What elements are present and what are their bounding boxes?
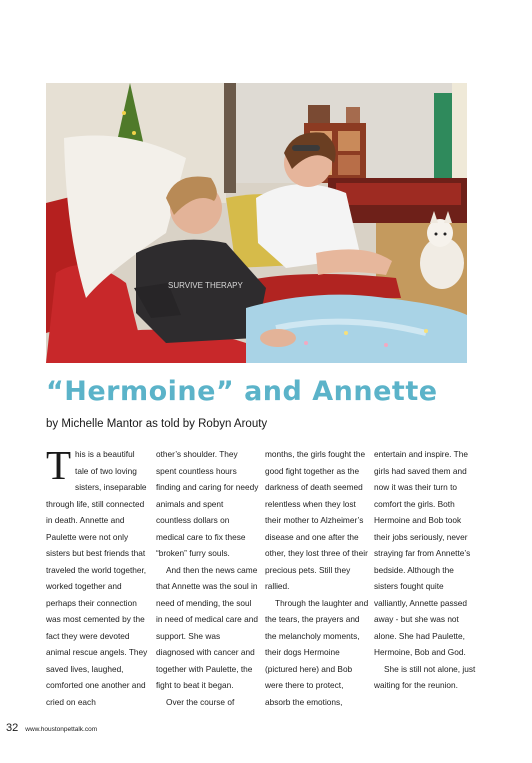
page-footer: [6, 718, 97, 736]
page-number: 32: [6, 722, 19, 734]
article-column-3: [265, 446, 369, 710]
shirt-print-text: SURVIVE THERAPY: [168, 281, 243, 290]
paragraph: entertain and inspire. The girls had saved them and now it was their turn to comfort the girls. Both Hermoine and Bob took their jobs seriously, never straying far from Annette’s bedside. Although the sisters fought quite valliantly, Annette passed away - but she was not alone. She had Paulette, Hermoine, Bob and God.: [374, 449, 471, 657]
paragraph: his is a beautiful tale of two loving sisters, inseparable through life, still connected in death. Annette and Paulette were not only sisters but best friends that traveled the world together, worked together and perhaps their connection was most cemented by the fact they were devoted animal rescue angels. They saved lives, laughed, comforted one another and cried on each: [46, 449, 148, 707]
article-column-1: [46, 442, 150, 710]
website-link: www.houstonpettalk.com: [25, 726, 98, 733]
article-column-4: [374, 446, 478, 694]
paragraph: She is still not alone, just waiting for the reunion.: [374, 663, 476, 690]
article-title: “Hermoine” and Annette: [46, 376, 438, 407]
paragraph: And then the news came that Annette was the soul in need of mending, the soul in need of medical care and support. She was diagnosed with cancer and together with Paulette, the fight to beat it began.: [156, 564, 258, 690]
paragraph: Over the course of: [166, 696, 235, 707]
article-byline: by Michelle Mantor as told by Robyn Arouty: [46, 418, 268, 430]
paragraph: months, the girls fought the good fight together as the darkness of death seemed relentless when they lost their mother to Alzheimer’s disease and one after the other, they lost three of their precious pets. Still they rallied.: [265, 449, 368, 591]
drop-cap: T: [46, 442, 72, 488]
article-column-2: [156, 446, 260, 710]
paragraph: Through the laughter and the tears, the prayers and the melancholy moments, their dogs Hermoine (pictured here) and Bob were there to protect, absorb the emotions,: [265, 597, 369, 707]
paragraph: other’s shoulder. They spent countless hours finding and caring for needy animals and spent countless dollars on medical care to fix these “broken” furry souls.: [156, 449, 259, 558]
article-photo: [46, 83, 467, 363]
